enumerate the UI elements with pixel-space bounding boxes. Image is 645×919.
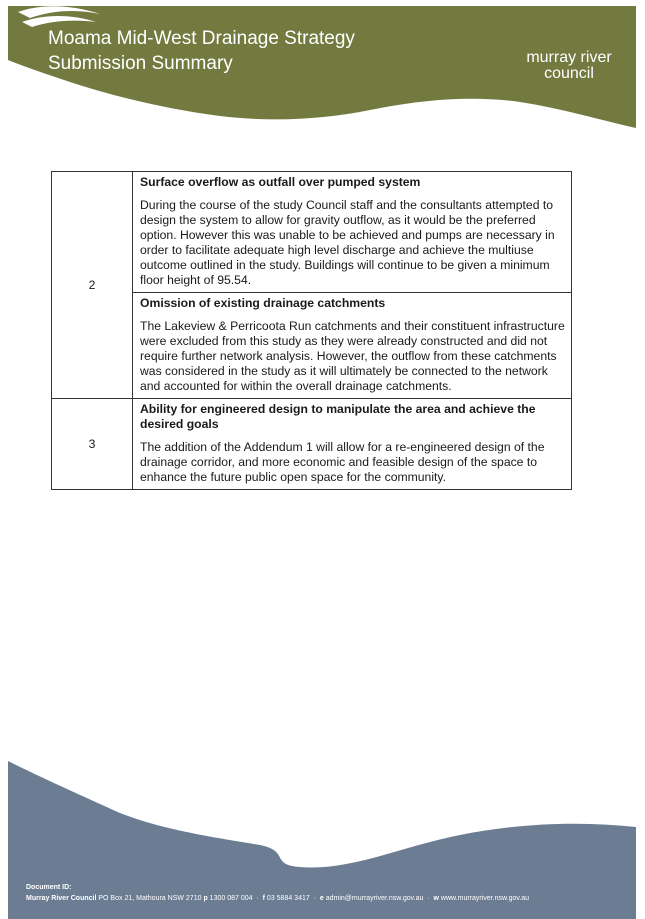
- issue-body: The Lakeview & Perricoota Run catchments and their constituent infrastructure were excluded from this study as they were already constructed and did not require further network analysis. However, the outflow from these catchments was considered in the study as it will ultimately be connected to the network and accounted for within the overall drainage catchments.: [140, 319, 565, 393]
- title-line-1: Moama Mid-West Drainage Strategy: [48, 28, 355, 49]
- row-number: 3: [52, 399, 133, 490]
- website-link[interactable]: www.murrayriver.nsw.gov.au: [440, 895, 530, 902]
- row-content: [133, 172, 572, 399]
- row-number: 2: [52, 172, 133, 399]
- email-label: e: [319, 895, 324, 902]
- issue-body: During the course of the study Council staff and the consultants attempted to design the system to allow for gravity outflow, as it would be the preferred option. However this was unable to be achieved and pumps are necessary in order to facilitate adequate high level discharge and achieve the multiuse outcome outlined in the study. Buildings will continue to be given a minimum floor height of 95.54.: [140, 198, 555, 287]
- document-id-label: Document ID:: [26, 884, 72, 891]
- phone-number: 1300 087 004: [209, 895, 253, 902]
- issue-heading: Surface overflow as outfall over pumped system: [140, 175, 421, 189]
- issue-item: [133, 399, 571, 489]
- row-content: [133, 399, 572, 490]
- table-row: [52, 399, 572, 490]
- submission-table: [51, 171, 572, 490]
- logo-line-1: murray river: [526, 49, 612, 66]
- table-row: [52, 172, 572, 399]
- fax-label: f: [262, 895, 265, 902]
- phone-label: p: [203, 895, 208, 902]
- org-name: Murray River Council: [26, 895, 97, 902]
- page-header: [0, 0, 645, 135]
- contact-line: Murray River Council PO Box 21, Mathoura NSW 2710 p 1300 087 004 · f 03 5884 3417 · e admin@murrayriver.nsw.gov.au · w www.murrayriver.nsw.gov.au: [26, 895, 530, 902]
- postal-address: PO Box 21, Mathoura NSW 2710: [98, 895, 202, 902]
- fax-number: 03 5884 3417: [266, 895, 310, 902]
- river-logo-icon: [0, 0, 112, 66]
- issue-item: [133, 172, 571, 292]
- council-logo-text: [513, 50, 625, 82]
- web-label: w: [433, 895, 439, 902]
- logo-line-2: council: [544, 65, 594, 82]
- issue-heading: Ability for engineered design to manipulate the area and achieve the desired goals: [140, 402, 536, 431]
- issue-heading: Omission of existing drainage catchments: [140, 296, 386, 310]
- issue-item: [133, 292, 571, 398]
- issue-body: The addition of the Addendum 1 will allow for a re-engineered design of the drainage corridor, and more economic and feasible design of the space to enhance the future public open space for the community.: [140, 440, 545, 484]
- title-line-2: Submission Summary: [48, 53, 233, 74]
- email-address[interactable]: admin@murrayriver.nsw.gov.au: [325, 895, 424, 902]
